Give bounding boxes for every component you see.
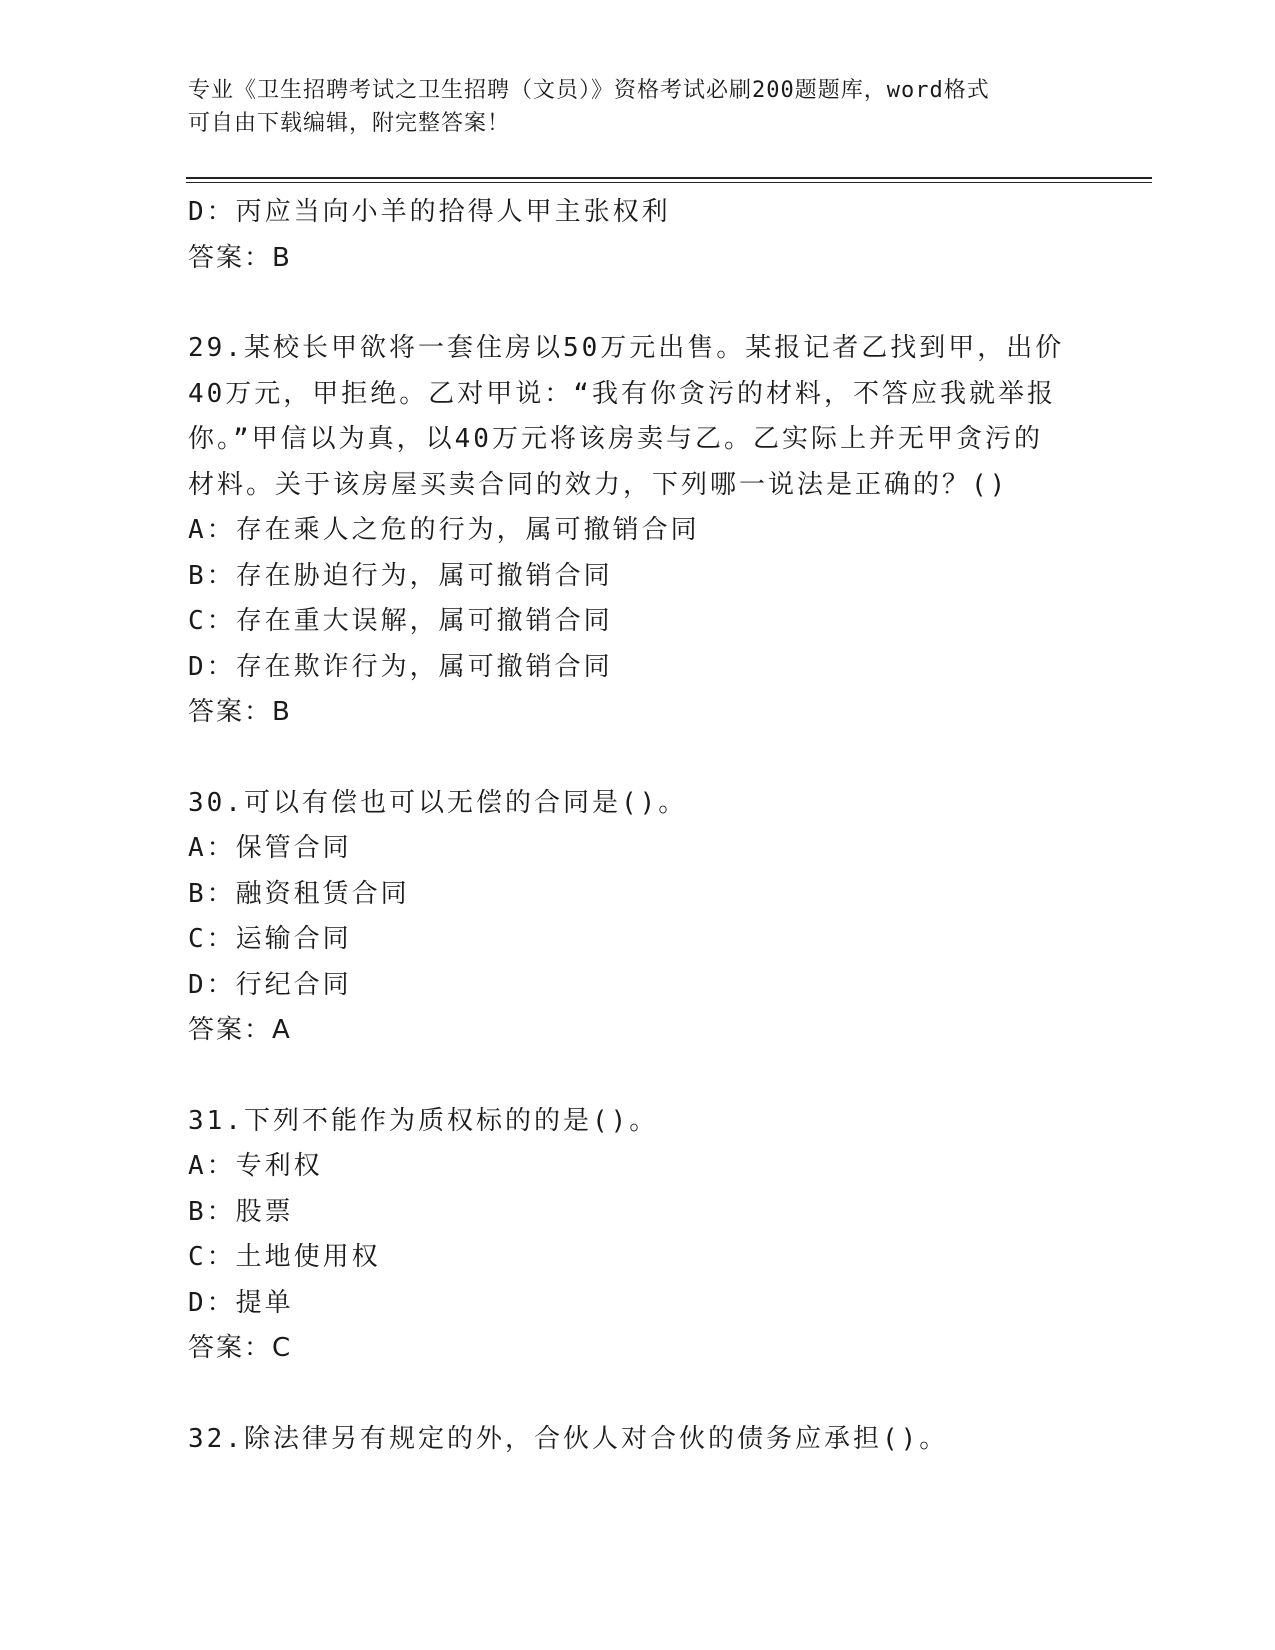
- header-line-2: 可自由下载编辑，附完整答案！: [188, 111, 511, 136]
- option-d: D：存在欺诈行为，属可撤销合同: [188, 651, 613, 682]
- answer: 答案：A: [188, 1015, 292, 1045]
- question-31: [188, 1099, 1088, 1372]
- answer: 答案：C: [188, 1333, 293, 1363]
- option-b: B：融资租赁合同: [188, 878, 410, 909]
- question-stem-line: 材料。关于该房屋买卖合同的效力，下列哪一说法是正确的？(): [188, 469, 1009, 500]
- option-b: B：股票: [188, 1196, 294, 1227]
- question-stem-line: 你。”甲信以为真，以40万元将该房卖与乙。乙实际上并无甲贪污的: [188, 424, 1043, 454]
- document-header: [188, 74, 1068, 140]
- question-stem-line: 29.某校长甲欲将一套住房以50万元出售。某报记者乙找到甲，出价: [188, 333, 1065, 363]
- header-rule-thick: [186, 177, 1152, 179]
- answer: 答案：B: [188, 697, 292, 727]
- header-line-1: 专业《卫生招聘考试之卫生招聘（文员）》资格考试必刷200题题库，word格式: [188, 78, 990, 103]
- question-stem-line: 40万元，甲拒绝。乙对甲说：“我有你贪污的材料，不答应我就举报: [188, 378, 1056, 409]
- question-list: [188, 190, 1088, 1462]
- option-c: C：土地使用权: [188, 1242, 381, 1272]
- prev-answer: 答案：B: [188, 242, 292, 273]
- question-stem-line: 31.下列不能作为质权标的的是()。: [188, 1105, 659, 1136]
- prev-option-d: D：丙应当向小羊的拾得人甲主张权利: [188, 197, 671, 227]
- option-c: C：运输合同: [188, 924, 352, 954]
- question-32: [188, 1417, 1088, 1463]
- header-rule-thin: [186, 182, 1152, 183]
- question-30: [188, 781, 1088, 1054]
- option-a: A：专利权: [188, 1151, 323, 1181]
- option-b: B：存在胁迫行为，属可撤销合同: [188, 560, 613, 591]
- option-d: D：行纪合同: [188, 969, 352, 1000]
- option-d: D：提单: [188, 1287, 294, 1318]
- question-stem-line: 30.可以有偿也可以无偿的合同是()。: [188, 787, 688, 818]
- option-a: A：保管合同: [188, 833, 352, 863]
- question-stem-line: 32.除法律另有规定的外，合伙人对合伙的债务应承担()。: [188, 1423, 949, 1454]
- question-29: [188, 326, 1088, 736]
- option-a: A：存在乘人之危的行为，属可撤销合同: [188, 515, 700, 545]
- option-c: C：存在重大误解，属可撤销合同: [188, 606, 613, 636]
